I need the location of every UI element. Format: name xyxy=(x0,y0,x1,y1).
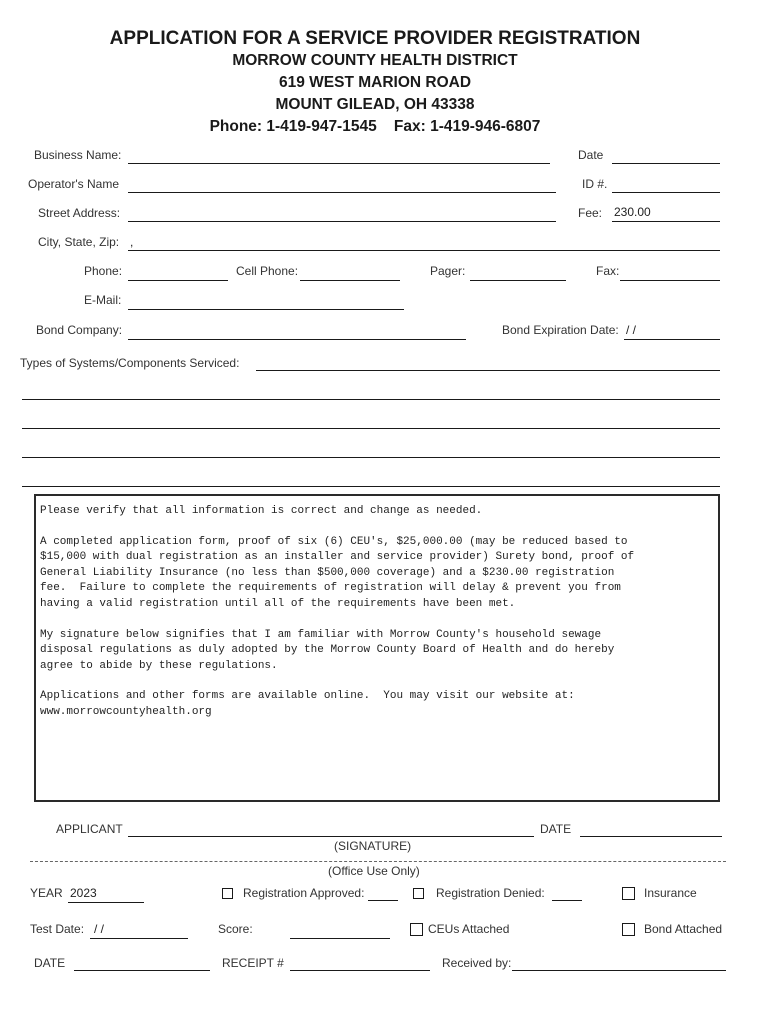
pager-field[interactable] xyxy=(470,280,566,281)
office-date-label: DATE xyxy=(34,956,66,970)
fee-field[interactable] xyxy=(612,221,720,222)
test-date-value: / / xyxy=(94,922,105,936)
street-address-label: Street Address: xyxy=(38,206,121,220)
received-by-label: Received by: xyxy=(442,956,512,970)
types-serviced-line-5[interactable] xyxy=(22,486,720,487)
cell-phone-label: Cell Phone: xyxy=(236,264,299,278)
office-use-caption: (Office Use Only) xyxy=(328,864,420,878)
operator-name-field[interactable] xyxy=(128,192,556,193)
bond-company-field[interactable] xyxy=(128,339,466,340)
insurance-checkbox[interactable] xyxy=(622,887,635,900)
bond-attached-checkbox[interactable] xyxy=(622,923,635,936)
bond-expiration-value: / / xyxy=(626,323,637,337)
date-label: Date xyxy=(578,148,604,162)
applicant-label: APPLICANT xyxy=(56,822,123,836)
receipt-field[interactable] xyxy=(290,970,430,971)
contact-line: Phone: 1-419-947-1545 Fax: 1-419-946-6807 xyxy=(209,118,541,135)
notice-box xyxy=(34,494,720,802)
office-date-field[interactable] xyxy=(74,970,210,971)
fee-label: Fee: xyxy=(578,206,603,220)
notice-signature-text: My signature below signifies that I am familiar with Morrow County's household sewage disposal regulations as duly adopted by the Morrow County Board of Health and do hereby agree to abide by these regulations. xyxy=(40,628,615,672)
registration-denied-label: Registration Denied: xyxy=(436,886,545,900)
registration-denied-field[interactable] xyxy=(552,900,582,901)
ceus-attached-checkbox[interactable] xyxy=(410,923,423,936)
types-serviced-line-4[interactable] xyxy=(22,457,720,458)
signature-caption: (SIGNATURE) xyxy=(334,839,412,853)
date-field[interactable] xyxy=(612,163,720,164)
test-date-field[interactable] xyxy=(90,938,188,939)
types-serviced-line-3[interactable] xyxy=(22,428,720,429)
id-field[interactable] xyxy=(612,192,720,193)
received-by-field[interactable] xyxy=(512,970,726,971)
signature-date-label: DATE xyxy=(540,822,572,836)
phone-label: Phone: xyxy=(84,264,123,278)
id-label: ID #. xyxy=(582,177,608,191)
organization-name: MORROW COUNTY HEALTH DISTRICT xyxy=(232,52,518,69)
insurance-label: Insurance xyxy=(644,886,697,900)
address-line-1: 619 WEST MARION ROAD xyxy=(278,74,472,91)
registration-denied-checkbox[interactable] xyxy=(413,888,424,899)
bond-expiration-label: Bond Expiration Date: xyxy=(502,323,619,337)
applicant-signature-field[interactable] xyxy=(128,836,534,837)
score-label: Score: xyxy=(218,922,253,936)
registration-approved-field[interactable] xyxy=(368,900,398,901)
types-serviced-line-2[interactable] xyxy=(22,399,720,400)
year-value: 2023 xyxy=(70,886,97,900)
cell-phone-field[interactable] xyxy=(300,280,400,281)
registration-approved-checkbox[interactable] xyxy=(222,888,233,899)
notice-verify-text: Please verify that all information is correct and change as needed. xyxy=(40,505,483,517)
phone-field[interactable] xyxy=(128,280,228,281)
year-label: YEAR xyxy=(30,886,63,900)
city-state-zip-value: , xyxy=(130,235,134,249)
form-title: APPLICATION FOR A SERVICE PROVIDER REGISTRATION xyxy=(109,28,641,49)
fax-label: Fax: xyxy=(596,264,620,278)
operator-name-label: Operator's Name xyxy=(28,177,119,191)
city-state-zip-field[interactable] xyxy=(128,250,720,251)
test-date-label: Test Date: xyxy=(30,922,85,936)
email-label: E-Mail: xyxy=(84,293,122,307)
fee-value: 230.00 xyxy=(614,205,651,219)
address-line-2: MOUNT GILEAD, OH 43338 xyxy=(275,96,475,113)
business-name-label: Business Name: xyxy=(34,148,122,162)
types-serviced-field[interactable] xyxy=(256,370,720,371)
business-name-field[interactable] xyxy=(128,163,550,164)
bond-expiration-field[interactable] xyxy=(624,339,720,340)
score-field[interactable] xyxy=(290,938,390,939)
email-field[interactable] xyxy=(128,309,404,310)
office-use-divider xyxy=(30,861,726,862)
receipt-label: RECEIPT # xyxy=(222,956,284,970)
ceus-attached-label: CEUs Attached xyxy=(428,922,510,936)
pager-label: Pager: xyxy=(430,264,466,278)
signature-date-field[interactable] xyxy=(580,836,722,837)
notice-requirements-text: A completed application form, proof of six (6) CEU's, $25,000.00 (may be reduced based to $15,000 with dual registration as an installer and service provider) Surety bond, proof of General Liability Insurance (no less than $500,000 coverage) and a $230.00 registration fee. Failure to complete the requirements of registration will delay & prevent you from having a valid registration until all of the requirements have been met. xyxy=(40,535,635,610)
notice-website-text: Applications and other forms are available online. You may visit our website at: www.morrowcountyhealth.org xyxy=(40,690,575,718)
street-address-field[interactable] xyxy=(128,221,556,222)
city-state-zip-label: City, State, Zip: xyxy=(38,235,120,249)
types-serviced-label: Types of Systems/Components Serviced: xyxy=(20,356,240,370)
registration-approved-label: Registration Approved: xyxy=(243,886,365,900)
bond-company-label: Bond Company: xyxy=(36,323,123,337)
bond-attached-label: Bond Attached xyxy=(644,922,723,936)
year-field[interactable] xyxy=(68,902,144,903)
fax-field[interactable] xyxy=(620,280,720,281)
